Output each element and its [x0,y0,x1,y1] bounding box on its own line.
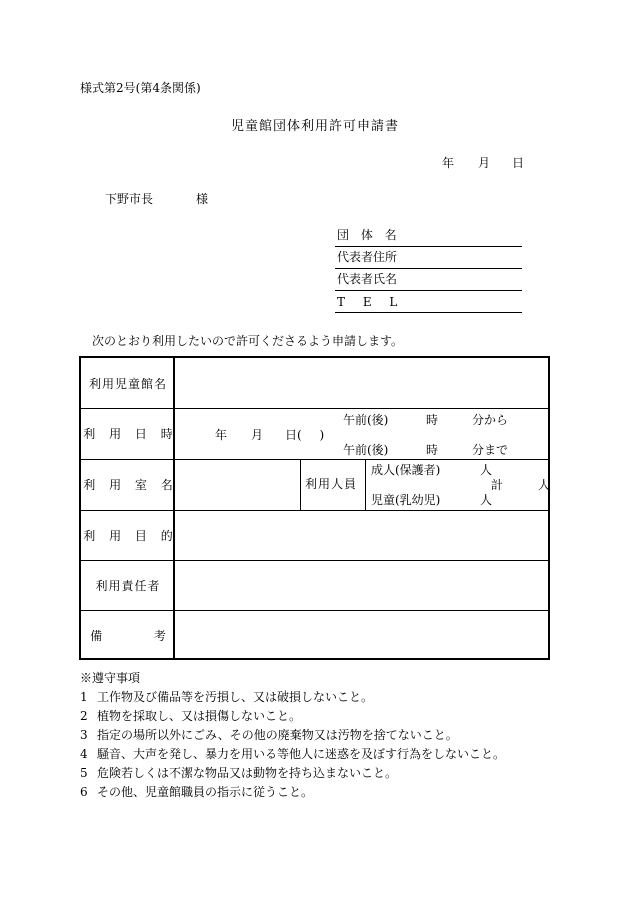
usage-day-weekday-label: 日( ) [285,428,325,442]
remarks-input[interactable] [175,610,548,660]
date-month-label: 月 [478,156,491,170]
usage-year-label: 年 [215,428,228,442]
start-hour-label: 時 [426,413,439,427]
adults-label: 成人(保護者) [371,463,441,477]
facility-name-label: 利用児童館名 [88,376,167,391]
representative-address-label: 代表者住所 [337,250,398,264]
form-number: 様式第2号(第4条関係) [80,81,201,95]
children-unit-label: 人 [480,493,493,507]
total-label: 計 [491,478,504,492]
total-unit-label: 人 [538,478,551,492]
people-count-label: 利用人員 [305,477,358,491]
document-title: 児童館団体利用許可申請書 [230,119,399,134]
rule-item [80,729,458,741]
group-name-label: 団 体 名 [337,228,397,242]
tel-field[interactable] [335,290,522,313]
usage-purpose-input[interactable] [175,510,548,560]
rule-text: その他、児童館職員の指示に従うこと。 [97,785,314,799]
facility-name-input[interactable] [175,358,548,408]
rule-item [80,786,313,798]
honorific: 様 [196,192,209,206]
rule-item [80,691,373,703]
rule-number: 5 [80,766,88,780]
end-minute-label: 分まで [472,443,509,457]
rule-number: 1 [80,690,88,704]
rule-item [80,767,397,779]
date-day-label: 日 [512,156,525,170]
start-minute-label: 分から [472,413,509,427]
end-ampm-label: 午前(後) [343,443,389,457]
rule-number: 2 [80,709,88,723]
usage-datetime-label: 利 用 日 時 [83,427,173,441]
adults-unit-label: 人 [480,463,493,477]
responsible-person-label: 利用責任者 [95,578,161,593]
usage-month-label: 月 [251,428,264,442]
group-name-field[interactable] [335,224,522,247]
representative-name-label: 代表者氏名 [337,272,398,286]
room-name-input[interactable] [175,459,300,510]
rule-item [80,710,301,722]
room-name-label: 利 用 室 名 [83,478,173,492]
rule-text: 工作物及び備品等を汚損し、又は破損しないこと。 [97,690,374,704]
children-label: 児童(乳幼児) [371,493,441,507]
representative-name-field[interactable] [335,268,522,291]
rule-number: 3 [80,728,88,742]
representative-address-field[interactable] [335,246,522,269]
application-table [79,356,550,660]
rule-number: 6 [80,785,88,799]
rule-text: 植物を採取し、又は損傷しないこと。 [97,709,302,723]
tel-label: T E L [337,295,398,309]
start-ampm-label: 午前(後) [343,413,389,427]
addressee: 下野市長 [105,192,154,206]
remarks-label: 備 考 [90,628,166,643]
responsible-person-input[interactable] [175,560,548,610]
usage-purpose-label: 利 用 目 的 [83,528,173,543]
rule-text: 指定の場所以外にごみ、その他の廃棄物又は汚物を捨てないこと。 [97,728,458,742]
rule-number: 4 [80,747,88,761]
date-year-label: 年 [442,156,455,170]
rule-text: 危険若しくは不潔な物品又は動物を持ち込まないこと。 [97,766,398,780]
rules-heading: ※遵守事項 [80,671,141,685]
intro-text: 次のとおり利用したいので許可くださるよう申請します。 [92,334,404,348]
rule-text: 騒音、大声を発し、暴力を用いる等他人に迷惑を及ぼす行為をしないこと。 [97,747,506,761]
end-hour-label: 時 [426,443,439,457]
room-people-divider [300,459,301,510]
rule-item [80,748,505,760]
